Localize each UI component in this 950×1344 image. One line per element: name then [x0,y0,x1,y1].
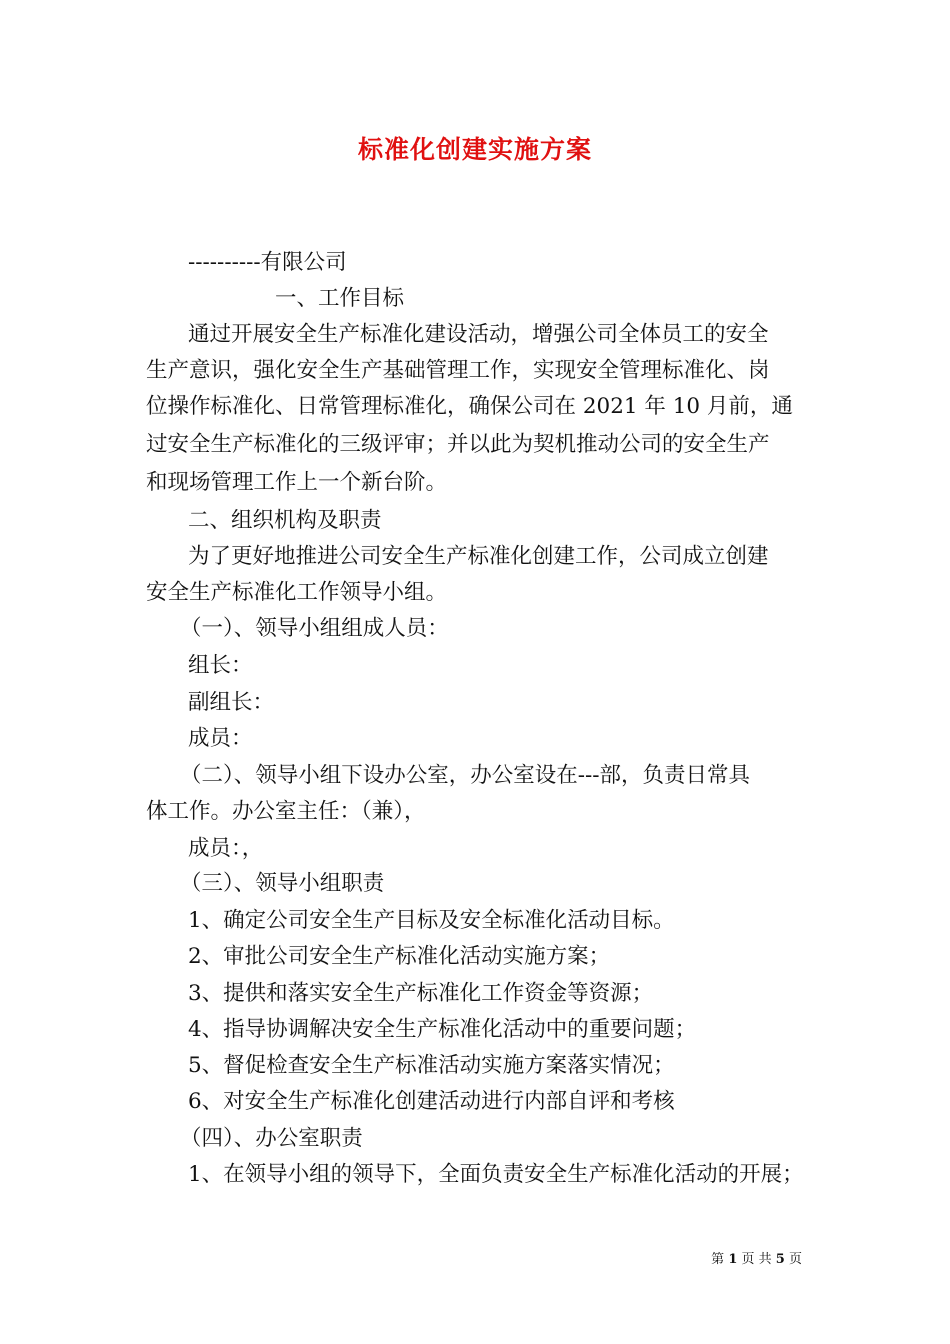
footer-prefix: 第 [711,1252,725,1267]
document-title: 标准化创建实施方案 [357,135,592,164]
section2-heading: 二、组织机构及职责 [188,508,382,533]
company-line: ----------有限公司 [188,250,347,275]
footer-suffix: 页 [788,1252,802,1267]
sub4-heading: （四）、办公室职责 [180,1126,363,1151]
deputy-leader-label: 副组长： [188,690,275,715]
footer-middle: 页 共 [741,1252,772,1267]
list-item: 5、督促检查安全生产标准活动实施方案落实情况； [188,1053,675,1078]
list-item: 6、对安全生产标准化创建活动进行内部自评和考核 [188,1089,675,1114]
paragraph-line: 生产意识，强化安全生产基础管理工作，实现安全管理标准化、岗 [146,358,770,383]
members-label: 成员： [188,726,253,751]
paragraph-line: 位操作标准化、日常管理标准化，确保公司在 2021 年 10 月前，通 [146,394,793,419]
sub2-line: （二）、领导小组下设办公室，办公室设在---部，负责日常具 [180,763,751,788]
sub2-line: 体工作。办公室主任：（兼）， [146,799,426,824]
list-item: 2、审批公司安全生产标准化活动实施方案； [188,944,611,969]
list-item: 3、提供和落实安全生产标准化工作资金等资源； [188,981,654,1006]
list-item: 1、确定公司安全生产目标及安全标准化活动目标。 [188,908,675,933]
paragraph-line: 通过开展安全生产标准化建设活动，增强公司全体员工的安全 [188,322,769,347]
footer-page-number: 1 [728,1252,738,1267]
page-footer [711,1248,802,1267]
office-members-label: 成员：， [188,836,264,861]
leader-label: 组长： [188,653,253,678]
paragraph-line: 和现场管理工作上一个新台阶。 [146,470,448,495]
paragraph-line: 为了更好地推进公司安全生产标准化创建工作，公司成立创建 [188,544,769,569]
footer-total-pages: 5 [775,1252,785,1267]
list-item: 4、指导协调解决安全生产标准化活动中的重要问题； [188,1017,697,1042]
list-item: 1、在领导小组的领导下，全面负责安全生产标准化活动的开展； [188,1162,804,1187]
sub1-heading: （一）、领导小组组成人员： [180,616,449,641]
sub3-heading: （三）、领导小组职责 [180,871,385,896]
paragraph-line: 安全生产标准化工作领导小组。 [146,580,448,605]
paragraph-line: 过安全生产标准化的三级评审；并以此为契机推动公司的安全生产 [146,432,770,457]
section1-heading: 一、工作目标 [275,286,405,311]
